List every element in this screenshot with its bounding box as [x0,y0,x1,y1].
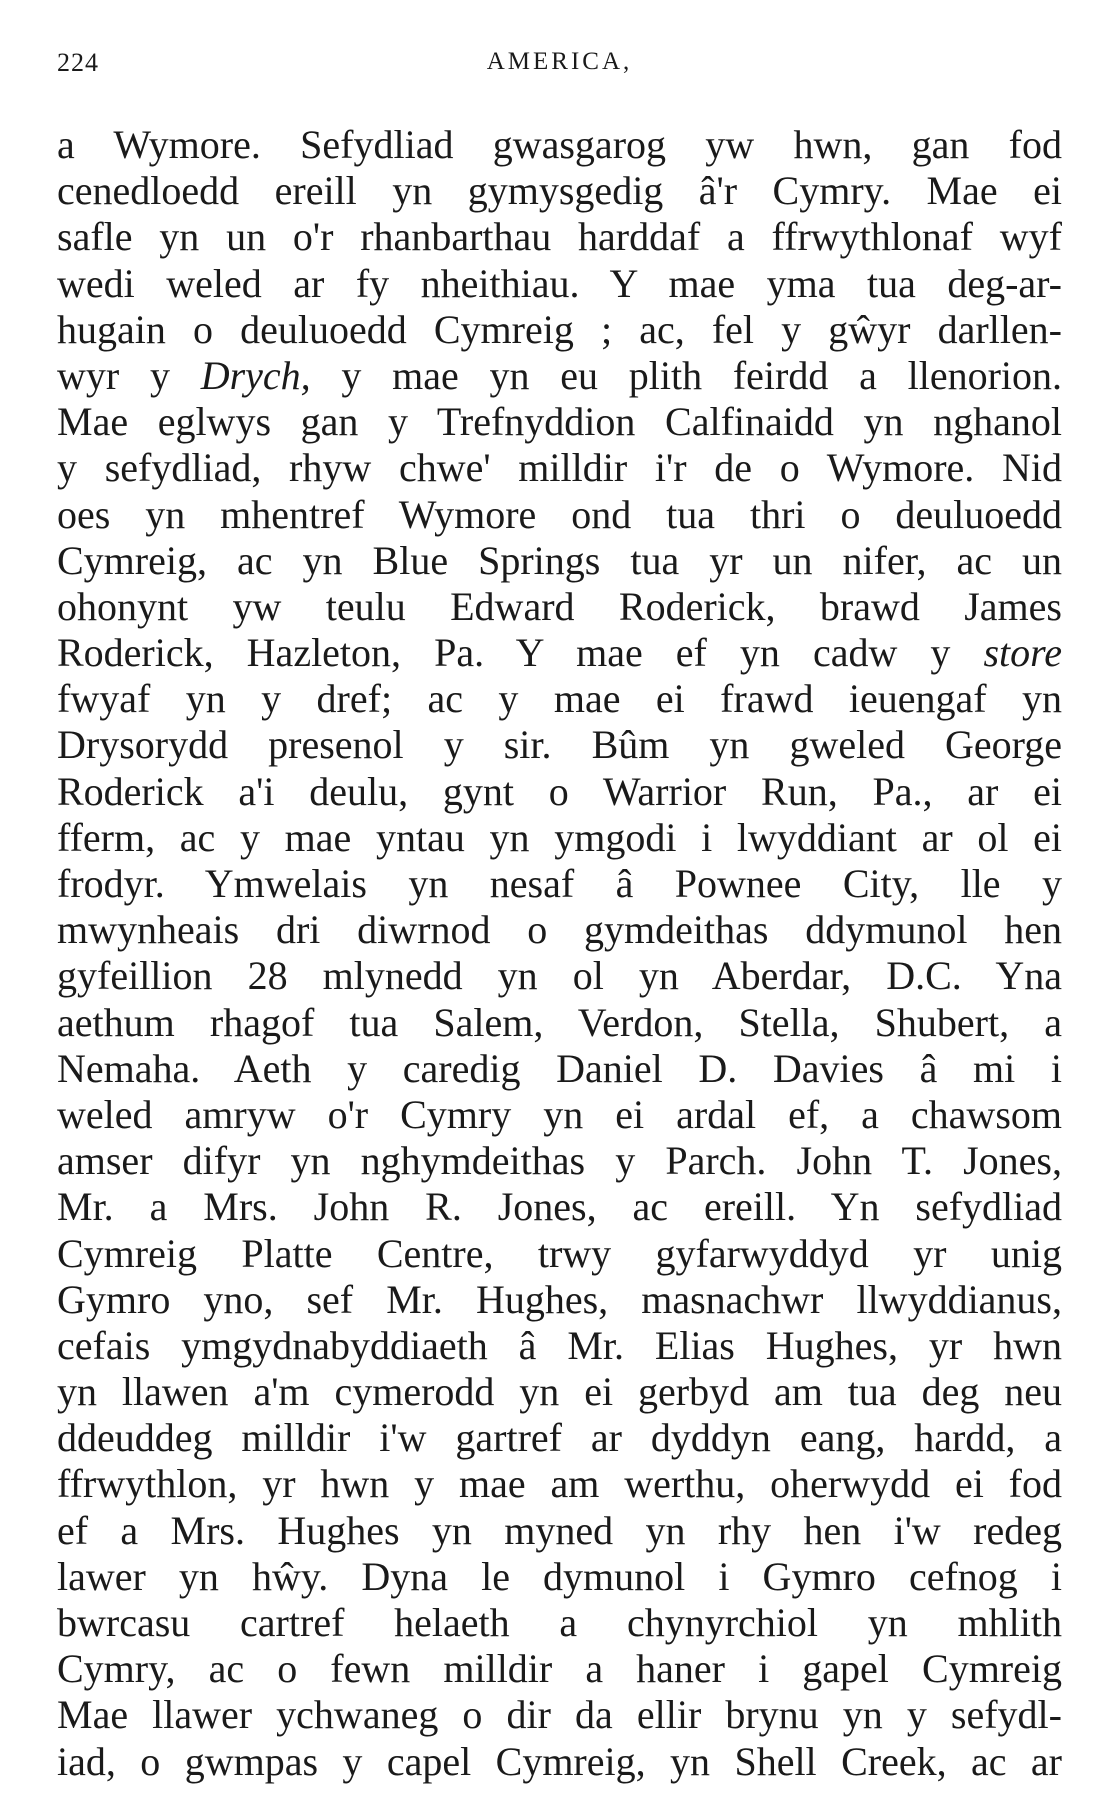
running-head [57,40,1062,88]
text-line: gyfeillion 28 mlynedd yn ol yn Aberdar, D.C. Yna [57,953,1062,999]
book-page [57,40,1062,1785]
text-line: Mr. a Mrs. John R. Jones, ac ereill. Yn sefydliad [57,1184,1062,1230]
text-segment: Roderick, Hazleton, Pa. Y mae ef yn cadw y [57,630,984,676]
text-line: frodyr. Ymwelais yn nesaf â Pownee City, lle y [57,861,1062,906]
text-line: wedi weled ar fy nheithiau. Y mae yma tua deg-ar- [57,260,1062,306]
text-line: Drysorydd presenol y sir. Bûm yn gweled George [57,722,1062,768]
text-line: iad, o gwmpas y capel Cymreig, yn Shell Creek, ac ar [57,1738,1062,1784]
text-line: weled amryw o'r Cymry yn ei ardal ef, a chawsom [57,1091,1062,1137]
page-number: 224 [57,48,99,77]
text-line: cenedloedd ereill yn gymysgedig â'r Cymry. Mae ei [57,168,1062,214]
text-line: ffrwythlon, yr hwn y mae am werthu, oherwydd ei fod [57,1461,1062,1507]
text-line: bwrcasu cartref helaeth a chynyrchiol yn mhlith [57,1600,1062,1645]
text-segment: y mae yn eu plith feirdd a llenorion. [310,352,1062,398]
text-line: Cymreig Platte Centre, trwy gyfarwyddyd yr unig [57,1230,1062,1276]
running-title: AMERICA, [486,48,633,75]
text-line: Mae llawer ychwaneg o dir da ellir brynu yn y sefydl- [57,1692,1062,1738]
text-line: ohonynt yw teulu Edward Roderick, brawd James [57,583,1062,629]
text-line: Cymry, ac o fewn milldir a haner i gapel Cymreig [57,1646,1062,1692]
text-line: hugain o deuluoedd Cymreig ; ac, fel y gŵyr darllen- [57,306,1062,352]
text-line [57,353,1062,399]
text-segment: wyr y [57,352,201,398]
text-line: Mae eglwys gan y Trefnyddion Calfinaidd yn nghanol [57,399,1062,445]
text-line: mwynheais dri diwrnod o gymdeithas ddymunol hen [57,907,1062,953]
text-line: y sefydliad, rhyw chwe' milldir i'r de o Wymore. Nid [57,445,1062,491]
text-line: oes yn mhentref Wymore ond tua thri o deuluoedd [57,491,1062,537]
text-line: ddeuddeg milldir i'w gartref ar dyddyn eang, hardd, a [57,1415,1062,1461]
text-line [57,630,1062,676]
text-line: safle yn un o'r rhanbarthau harddaf a ffrwythlonaf wyf [57,214,1062,260]
newspaper-title: Drych, [200,352,311,398]
text-line: cefais ymgydnabyddiaeth â Mr. Elias Hughes, yr hwn [57,1322,1062,1368]
body-text [57,122,1062,1785]
text-line: Cymreig, ac yn Blue Springs tua yr un nifer, ac un [57,537,1062,583]
text-line: Gymro yno, sef Mr. Hughes, masnachwr llwyddianus, [57,1276,1062,1322]
text-line: Nemaha. Aeth y caredig Daniel D. Davies â mi i [57,1045,1062,1091]
text-line: Roderick a'i deulu, gynt o Warrior Run, Pa., ar ei [57,768,1062,814]
text-line: ef a Mrs. Hughes yn myned yn rhy hen i'w redeg [57,1507,1062,1553]
italic-word: store [983,630,1062,676]
text-line: a Wymore. Sefydliad gwasgarog yw hwn, gan fod [57,122,1062,167]
text-line: yn llawen a'm cymerodd yn ei gerbyd am tua deg neu [57,1369,1062,1415]
text-line: fwyaf yn y dref; ac y mae ei frawd ieuengaf yn [57,676,1062,722]
text-line: fferm, ac y mae yntau yn ymgodi i lwyddiant ar ol ei [57,814,1062,860]
text-line: amser difyr yn nghymdeithas y Parch. John T. Jones, [57,1138,1062,1184]
text-line: lawer yn hŵy. Dyna le dymunol i Gymro cefnog i [57,1553,1062,1599]
text-line: aethum rhagof tua Salem, Verdon, Stella, Shubert, a [57,999,1062,1045]
